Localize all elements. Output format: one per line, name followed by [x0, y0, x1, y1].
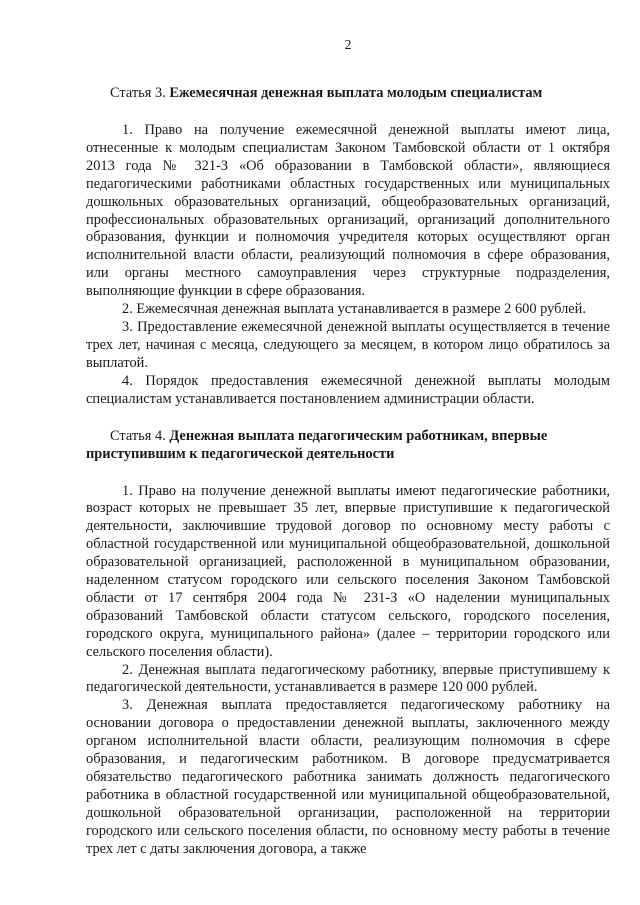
article-3-body	[86, 122, 610, 409]
article-4-paragraph: 2. Денежная выплата педагогическому работнику, впервые приступившему к педагогической деятельности, устанавливается в размере 120 000 рублей.	[86, 661, 610, 696]
article-4-paragraph: 1. Право на получение денежной выплаты имеют педагогические работники, возраст которых не превышает 35 лет, впервые приступившие к педагогической деятельности, заключившие трудовой договор по основному месту работы с областной государственной или муниципальной общеобразовательной, дошкольной образовательной организацией, расположенной в муниципальном образовании, наделенном статусом городского или сельского поселения Законом Тамбовской области от 17 сентября 2004 года № 231-З «О наделении муниципальных образований Тамбовской области статусом сельского, городского поселения, городского округа, муниципального района» (далее – территории городского или сельского поселения области).	[86, 482, 610, 660]
article-4-title: Денежная выплата педагогическим работникам, впервые приступившим к педагогической деятельности	[86, 427, 548, 462]
article-3-title: Ежемесячная денежная выплата молодым специалистам	[169, 85, 543, 101]
article-3-paragraph: 2. Ежемесячная денежная выплата устанавливается в размере 2 600 рублей.	[122, 301, 586, 318]
article-4-heading	[86, 427, 610, 463]
article-4-body	[86, 483, 610, 859]
article-3-paragraph: 1. Право на получение ежемесячной денежной выплаты имеют лица, отнесенные к молодым специалистам Законом Тамбовской области от 1 октября 2013 года № 321-З «Об образовании в Тамбовской области», являющиеся педагогическими работниками областных государственных или муниципальных дошкольных образовательных организаций, общеобразовательных организаций, профессиональных образовательных организаций, организаций дополнительного образования, функции и полномочия учредителя которых осуществляют орган исполнительной власти области, реализующий полномочия в сфере образования, или органы местного самоуправления через структурные подразделения, выполняющие функции в сфере образования.	[86, 122, 610, 300]
article-3-paragraph: 3. Предоставление ежемесячной денежной выплаты осуществляется в течение трех лет, начиная с месяца, следующего за месяцем, в котором лицо обратилось за выплатой.	[86, 318, 610, 371]
article-3-heading	[86, 84, 610, 102]
article-4-paragraph: 3. Денежная выплата предоставляется педагогическому работнику на основании договора о предоставлении денежной выплаты, заключенного между органом исполнительной власти области, реализующим полномочия в сфере образования, и педагогическим работником. В договоре предусматривается обязательство педагогического работника занимать должность педагогического работника в областной государственной или муниципальной общеобразовательной, дошкольной образовательной организации, расположенной на территории городского или сельского поселения области, по основному месту работы в течение трех лет с даты заключения договора, а также	[86, 697, 610, 857]
article-3-label: Статья 3.	[110, 85, 166, 101]
article-3-paragraph: 4. Порядок предоставления ежемесячной денежной выплаты молодым специалистам устанавливается постановлением администрации области.	[86, 372, 610, 407]
article-4-label: Статья 4.	[110, 427, 166, 444]
page-number: 2	[344, 38, 352, 53]
